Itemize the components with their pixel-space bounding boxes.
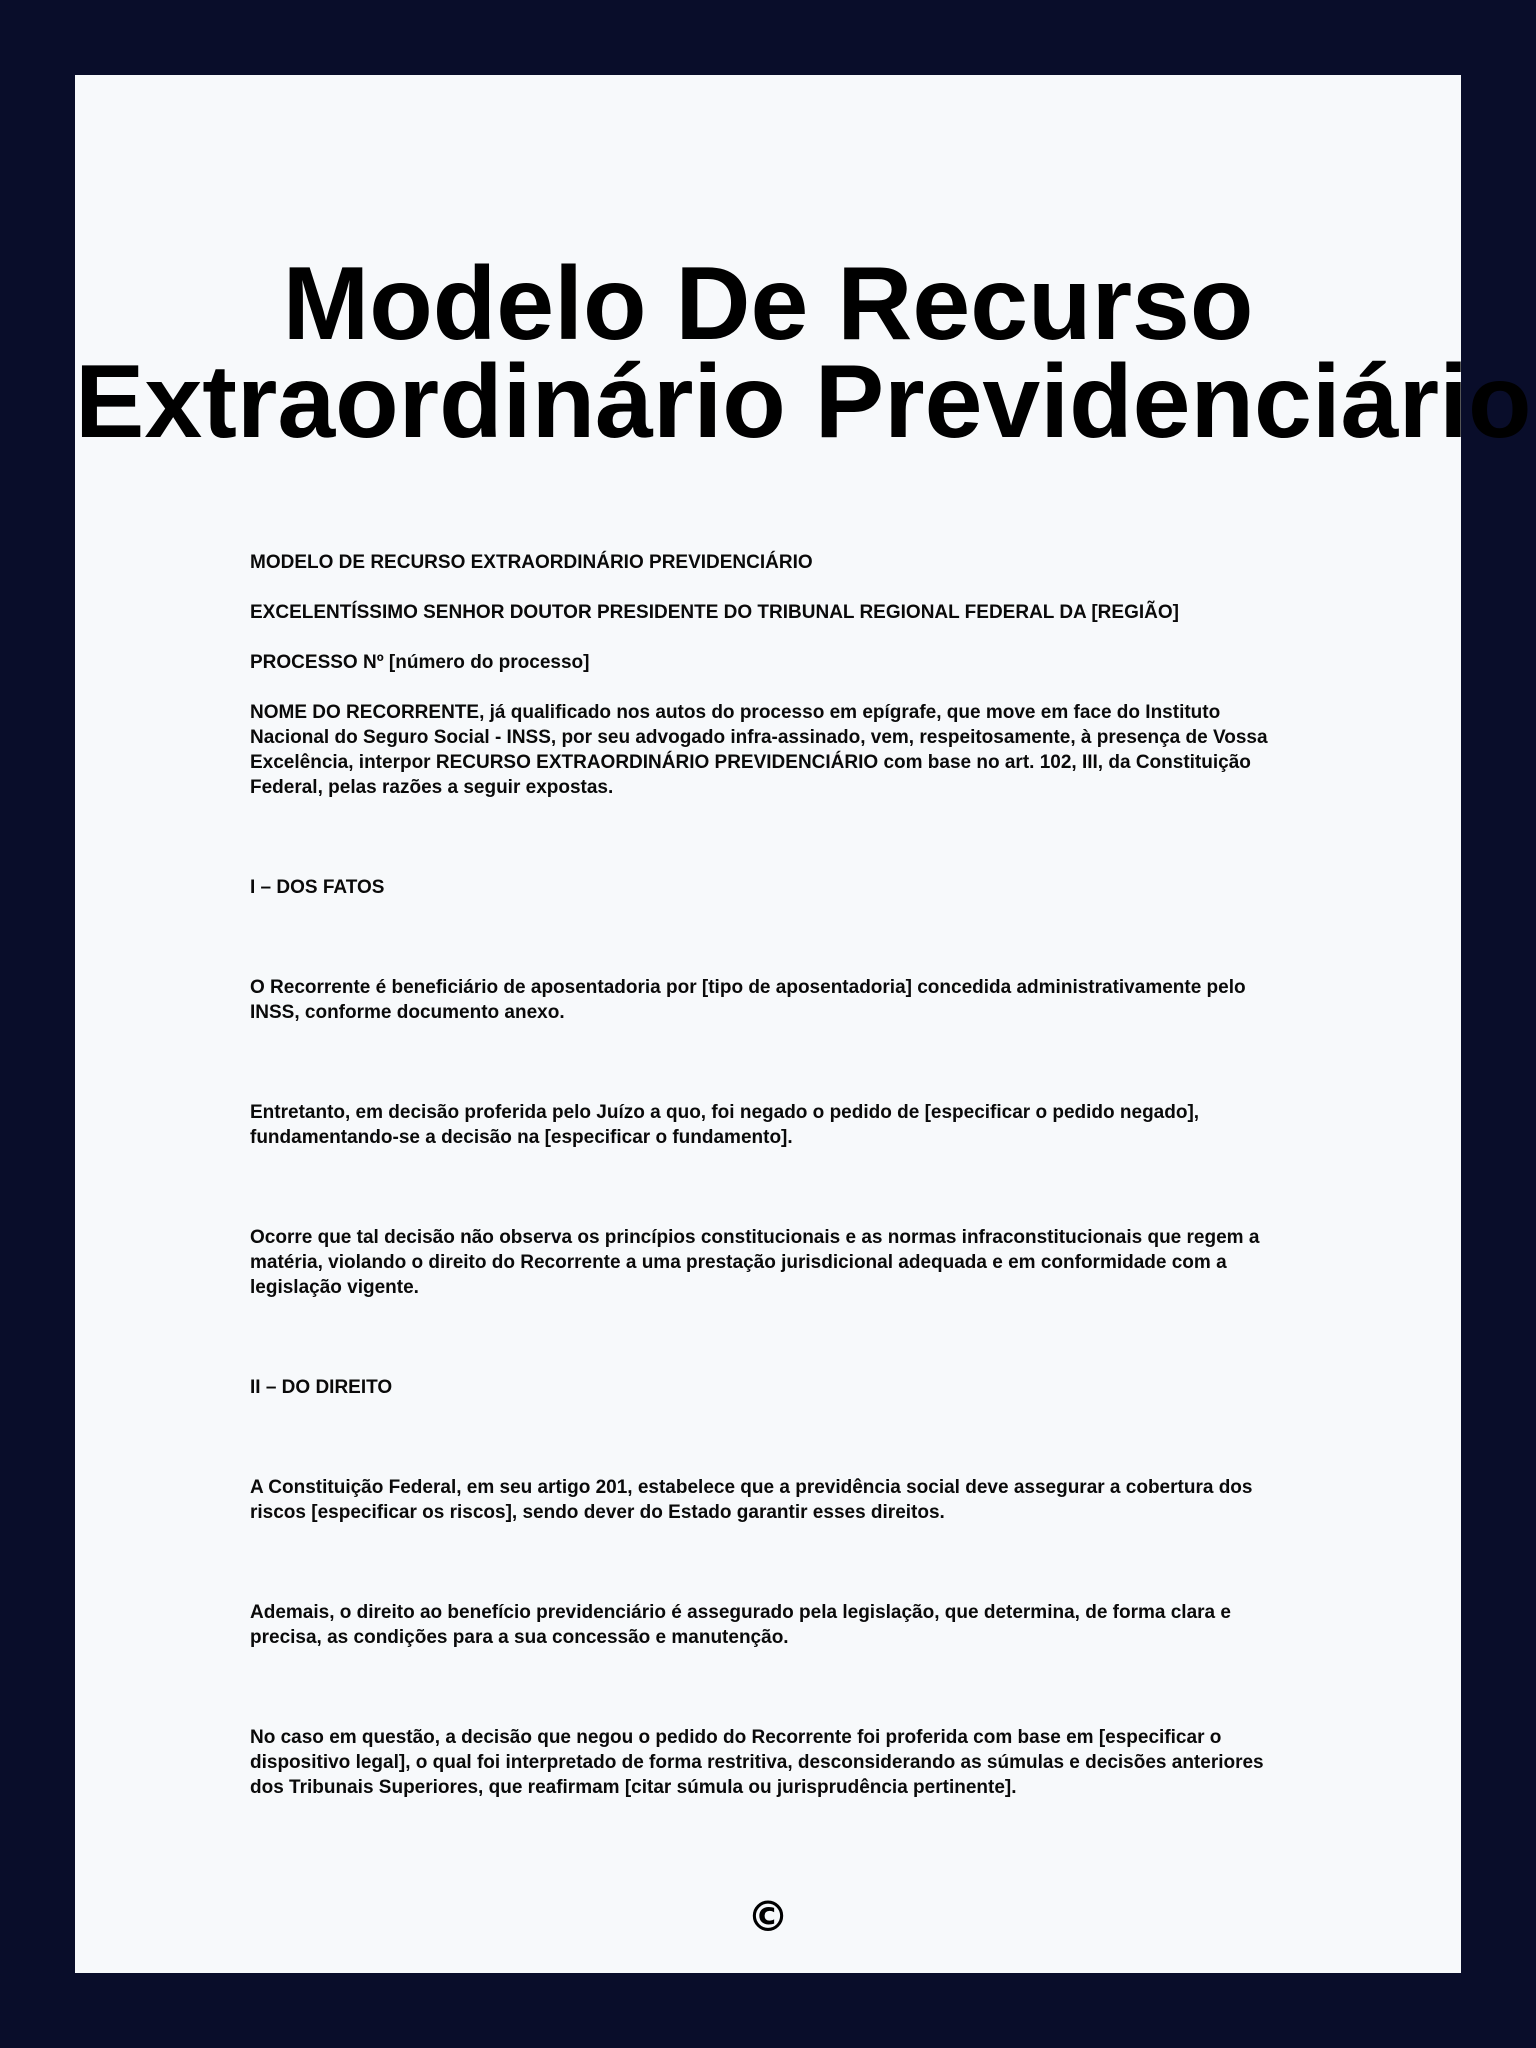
law-paragraph-2: Ademais, o direito ao benefício previdenciário é assegurado pela legislação, que determina, de forma clara e precisa, as condições para a sua concessão e manutenção. [250, 1602, 1231, 1648]
law-paragraph-1: A Constituição Federal, em seu artigo 201, estabelece que a previdência social deve assegurar a cobertura dos riscos [especificar os riscos], sendo dever do Estado garantir esses direitos. [250, 1477, 1253, 1523]
heading-model: MODELO DE RECURSO EXTRAORDINÁRIO PREVIDENCIÁRIO [250, 552, 813, 573]
addressee-line: EXCELENTÍSSIMO SENHOR DOUTOR PRESIDENTE DO TRIBUNAL REGIONAL FEDERAL DA [REGIÃO] [250, 602, 1179, 623]
copyright-icon: © [747, 1892, 789, 1941]
document-title [75, 246, 1532, 460]
facts-paragraph-3: Ocorre que tal decisão não observa os princípios constitucionais e as normas infraconstitucionais que regem a matéria, violando o direito do Recorrente a uma prestação jurisdicional adequada e em conformidade com a legislação vigente. [250, 1227, 1260, 1298]
document-title-line-2: Extraordinário Previdenciário [75, 344, 1532, 460]
section-heading-law: II – DO DIREITO [250, 1377, 393, 1398]
process-number-line: PROCESSO Nº [número do processo] [250, 652, 590, 673]
document-page [75, 75, 1532, 1973]
facts-paragraph-1: O Recorrente é beneficiário de aposentadoria por [tipo de aposentadoria] concedida administrativamente pelo INSS, conforme documento anexo. [250, 977, 1246, 1023]
law-paragraph-3: No caso em questão, a decisão que negou o pedido do Recorrente foi proferida com base em [especificar o dispositivo legal], o qual foi interpretado de forma restritiva, desconsiderando as súmulas e decisões anteriores dos Tribunais Superiores, que reafirmam [citar súmula ou jurisprudência pertinente]. [250, 1727, 1264, 1798]
section-heading-facts: I – DOS FATOS [250, 877, 385, 898]
opening-paragraph: NOME DO RECORRENTE, já qualificado nos autos do processo em epígrafe, que move em face do Instituto Nacional do Seguro Social - INSS, por seu advogado infra-assinado, vem, respeitosamente, à presença de Vossa Excelência, interpor RECURSO EXTRAORDINÁRIO PREVIDENCIÁRIO com base no art. 102, III, da Constituição Federal, pelas razões a seguir expostas. [250, 702, 1268, 798]
facts-paragraph-2: Entretanto, em decisão proferida pelo Juízo a quo, foi negado o pedido de [especificar o pedido negado], fundamentando-se a decisão na [especificar o fundamento]. [250, 1102, 1200, 1148]
document-title-line-1: Modelo De Recurso [282, 246, 1254, 362]
document-body [250, 550, 1290, 1800]
